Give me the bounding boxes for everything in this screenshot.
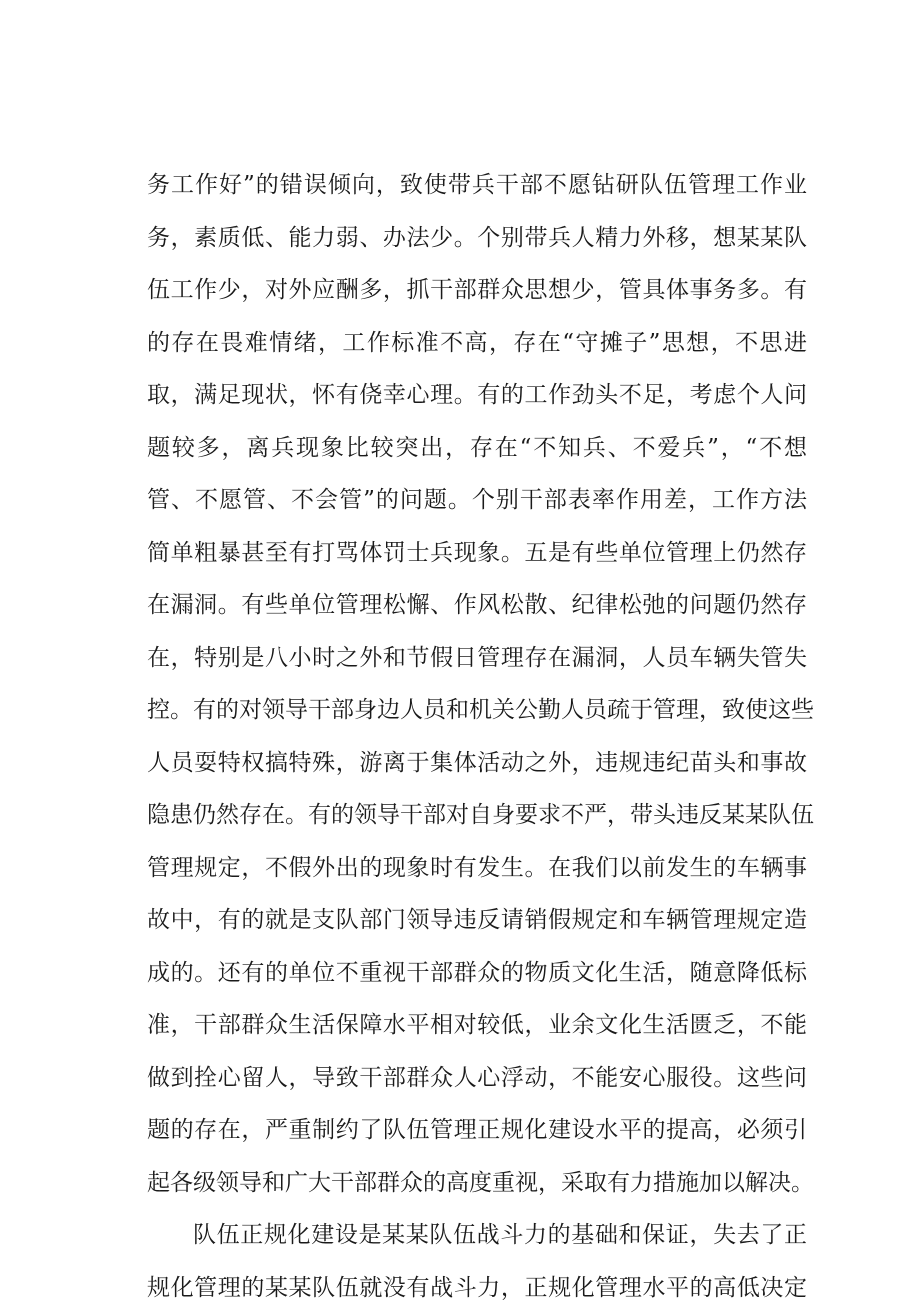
text-line-16: 成的。还有的单位不重视干部群众的物质文化生活，随意降低标 xyxy=(147,947,807,1000)
text-line-6: 题较多，离兵现象比较突出，存在“不知兵、不爱兵”，“不想 xyxy=(147,422,807,475)
text-line-22: 规化管理的某某队伍就没有战斗力，正规化管理水平的高低决定 xyxy=(147,1262,807,1314)
text-line-17: 准，干部群众生活保障水平相对较低，业余文化生活匮乏，不能 xyxy=(147,999,807,1052)
text-line-20: 起各级领导和广大干部群众的高度重视，采取有力措施加以解决。 xyxy=(147,1157,807,1210)
text-line-3: 伍工作少，对外应酬多，抓干部群众思想少，管具体事务多。有 xyxy=(147,264,807,317)
text-line-7: 管、不愿管、不会管”的问题。个别干部表率作用差，工作方法 xyxy=(147,474,807,527)
text-line-8: 简单粗暴甚至有打骂体罚士兵现象。五是有些单位管理上仍然存 xyxy=(147,527,807,580)
text-line-9: 在漏洞。有些单位管理松懈、作风松散、纪律松弛的问题仍然存 xyxy=(147,579,807,632)
body-text xyxy=(147,159,807,1314)
text-line-15: 故中，有的就是支队部门领导违反请销假规定和车辆管理规定造 xyxy=(147,894,807,947)
text-line-14: 管理规定，不假外出的现象时有发生。在我们以前发生的车辆事 xyxy=(147,842,807,895)
text-line-2: 务，素质低、能力弱、办法少。个别带兵人精力外移，想某某队 xyxy=(147,212,807,265)
text-line-12: 人员耍特权搞特殊，游离于集体活动之外，违规违纪苗头和事故 xyxy=(147,737,807,790)
text-line-18: 做到拴心留人，导致干部群众人心浮动，不能安心服役。这些问 xyxy=(147,1052,807,1105)
text-line-1: 务工作好”的错误倾向，致使带兵干部不愿钻研队伍管理工作业 xyxy=(147,159,807,212)
text-line-5: 取，满足现状，怀有侥幸心理。有的工作劲头不足，考虑个人问 xyxy=(147,369,807,422)
text-line-21: 队伍正规化建设是某某队伍战斗力的基础和保证，失去了正 xyxy=(147,1209,807,1262)
text-line-4: 的存在畏难情绪，工作标准不高，存在“守摊子”思想，不思进 xyxy=(147,317,807,370)
text-line-11: 控。有的对领导干部身边人员和机关公勤人员疏于管理，致使这些 xyxy=(147,684,807,737)
text-line-13: 隐患仍然存在。有的领导干部对自身要求不严，带头违反某某队伍 xyxy=(147,789,807,842)
text-line-19: 题的存在，严重制约了队伍管理正规化建设水平的提高，必须引 xyxy=(147,1104,807,1157)
text-line-10: 在，特别是八小时之外和节假日管理存在漏洞，人员车辆失管失 xyxy=(147,632,807,685)
